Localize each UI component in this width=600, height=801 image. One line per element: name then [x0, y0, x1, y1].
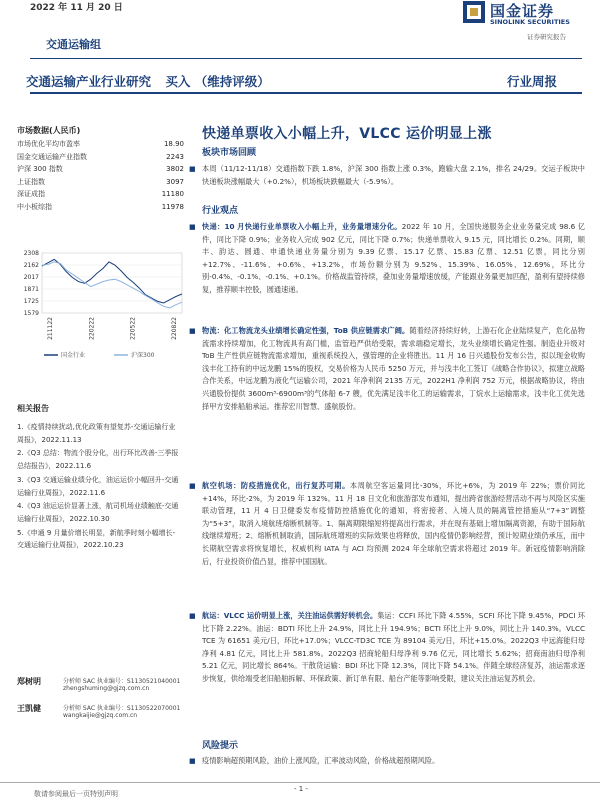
section-review-heading: 板块市场回顾 [202, 148, 257, 158]
bullet-icon: ■ [189, 165, 196, 173]
report-link[interactable]: 1.《疫情持续扰动,优化政策有望复苏-交通运输行业周报》，2022.11.13 [17, 423, 176, 444]
report-date: 2022 年 11 月 20 日 [30, 3, 123, 13]
legend-label: 国金行业 [61, 352, 86, 359]
analyst-cert: 分析师 SAC 执业编号：S1130521040001 [63, 678, 181, 685]
bullet-icon: ■ [189, 327, 196, 335]
logo-text-cn: 国金证券 [490, 2, 555, 20]
header-divider [30, 58, 582, 59]
page-number: - 1 - [294, 785, 308, 793]
market-data-table [17, 138, 184, 214]
related-reports-list [17, 421, 182, 553]
market-row: 深证成指 11180 [17, 190, 184, 199]
aviation-paragraph: ■ 航空机场：防疫措施优化，出行复苏可期。本周航空客运量同比-30%，环比+6%，为 2019 年 22%；票价同比+14%，环比-2%，为 2019 年 132%。11 月 18 日文化和旅游部发布通知，提出跨省旅游经营活动不再与风险区实施联动管理，11 月 4 日卫健委发布疫情防控措施优化的通知，将密接者、入境人员的隔离管控措施从“7+3”调整为“5+3”，取消入境航班熔断机制等。1、隔离期限缩短将提高出行需求，并在现有基础上增加隔离资源，有助于国际航线继续增班；2、熔断机制取消，国际航班增班的实际效果也将释放，国内疫情仍影响经营，预计短期业绩仍承压，而中长期航空需求将恢复增长，权威机构 IATA 与 ACI 均预测 2024 年全球航空需求将超过 2019 年。新冠疫情影响消除后，行业投资价值凸显，推荐中国国航。 [189, 481, 585, 566]
analyst-name: 郑树明 [17, 677, 41, 686]
title-divider [30, 92, 582, 94]
x-tick-label: 220222 [88, 317, 96, 340]
y-tick-label: 1579 [23, 310, 39, 317]
rating: 买入 （维持评级） [165, 74, 270, 89]
market-row: 国金交通运输产业指数 2243 [17, 152, 184, 161]
index-chart-svg [12, 245, 187, 385]
analyst-email[interactable]: zhengshuming@gjzq.com.cn [63, 685, 150, 692]
analyst-email[interactable]: wangkaijie@gjzq.com.cn [63, 712, 138, 719]
y-tick-label: 2017 [23, 273, 39, 281]
x-tick-label: 220522 [129, 317, 137, 340]
bullet-icon: ■ [189, 223, 196, 231]
group-name: 交通运输组 [46, 38, 101, 51]
y-tick-label: 1725 [23, 297, 39, 305]
report-title: 快递单票收入小幅上升，VLCC 运价明显上涨 [202, 126, 492, 142]
analyst-card [17, 676, 189, 706]
analyst-card [17, 703, 189, 733]
analyst-cert: 分析师 SAC 执业编号：S1130522070001 [63, 705, 181, 712]
market-data-title: 市场数据(人民币) [17, 126, 81, 135]
footer-disclaimer: 敬请参阅最后一页特别声明 [34, 790, 118, 798]
market-row: 中小板综指 11978 [17, 202, 184, 211]
analyst-name: 王凯健 [17, 704, 41, 713]
page-footer [0, 782, 600, 801]
market-row: 上证指数 3097 [17, 177, 184, 186]
y-tick-label: 2308 [23, 250, 39, 257]
logo-emblem-icon [462, 0, 486, 26]
review-paragraph: ■ 本周（11/12-11/18）交通指数下跌 1.8%，沪深 300 指数上涨 0.3%，跑输大盘 2.1%，排名 24/29。交运子板块中快递板块涨幅最大（+0.2%），机场板块跌幅最大（-5.9%）。 [189, 164, 585, 186]
related-reports-title: 相关报告 [17, 404, 49, 413]
y-tick-label: 2162 [23, 262, 39, 270]
logo-subtitle: 证券研究报告 [527, 33, 566, 41]
report-link[interactable]: 5.《申通 9 月量价增长明显，新航季时刻小幅增长-交通运输行业周报》，2022.10.23 [17, 528, 176, 550]
shipping-paragraph: ■ 航运：VLCC 运价明显上涨，关注油运供需好转机会。集运：CCFI 环比下降 4.55%，SCFI 环比下降 9.45%，PDCI 环比下降 2.22%。油运：BDTI 环比上升 24.9%，同比上升 194.9%；BCTI 环比上升 9.0%，同比上升 140.3%。VLCC TCE 为 61651 美元/日，环比+17.0%；VLCC-TD3C TCE 为 89104 美元/日，环比+15.0%。2022Q3 中远海能归母净利 4.81 亿元，同比上升 581.8%。2022Q3 招商轮船归母净利 9.76 亿元，同比增长 5.62%；招商南油归母净利 5.21 亿元，同比增长 864%。干散货运输：BDI 环比下降 12.3%，同比下降 54.1%。伴随全球经济复苏，油运需求逐步恢复，供给端受老旧船舶拆解、环保政策、新订单有限、船台产能等影响受限，建议关注油运复苏机会。 [189, 611, 585, 683]
report-link[interactable]: 2.《Q3 总结：物流个股分化，出行环比改善-三季报总结报告》，2022.11.6 [17, 449, 179, 471]
section-risk-heading: 风险提示 [202, 741, 239, 751]
company-logo [462, 0, 582, 30]
report-link[interactable]: 3.《Q3 交通运输业绩分化，油运运价小幅回升-交通运输行业周报》，2022.11.6 [17, 475, 179, 497]
market-row: 市场优化平均市盈率 18.90 [17, 140, 184, 148]
bullet-icon: ■ [189, 612, 196, 620]
logistics-paragraph: ■ 物流：化工物流龙头业绩增长确定性强，ToB 供应链需求广阔。随着经济持续好转，上游石化企业陆续复产，危化品物流需求持续增加，化工物流具有高门槛，监管趋严供给受限，需求端稳定增长，龙头业绩增长确定性强。制造业升级对 ToB 生产性供应链物流需求增加，重视系统投入，强管理的企业将胜出。11 月 16 日兴通股份发布公告，拟以现金收购浅丰化工持有的中远龙鹏 15%的股权，交易价格为人民币 5250 万元，并与浅丰化工签订《战略合作协议》，拟建立战略合作关系，中远龙鹏为液化气运输公司，2021 年净利润 2135 万元，2022H1 净利润 752 万元，根据战略协议，将由兴通股份提供 3600m³-6900m³的气体船 6-7 艘，优先满足浅丰化工的运输需求，丁烷水上运输需求，浅丰化工优先选择甲方安排船舶承运。推荐宏川智慧、盛航股份。 [189, 326, 585, 411]
index-chart [12, 245, 187, 385]
express-paragraph: ■ 快递：10 月快递行业单票收入小幅上升，业务量增速分化。2022 年 10 月，全国快递服务企业业务量完成 98.6 亿件，同比下降 0.9%；业务收入完成 902 亿元，同比下降 0.7%；快递单票收入 9.15 元，同比增长 0.2%。同期，顺丰、韵达、圆通、申通快递业务量分别为 9.39 亿票、15.17 亿票、15.83 亿票、12.51 亿票，同比分别+12.7%、-11.6%、+0.6%、+13.2%，市场份额分别为 9.52%、15.39%、16.05%、12.69%，环比分别-0.4%、-0.1%、-0.1%、+0.1%。价格战监管持续，叠加业务量增速放缓，产能跟业务量更加匹配，盈利有望持续修复，推荐顺丰控股，圆通速递。 [189, 222, 585, 294]
bullet-icon: ■ [189, 757, 196, 765]
section-views-heading: 行业观点 [202, 206, 239, 216]
x-tick-label: 211122 [47, 317, 54, 340]
report-type-line [26, 72, 270, 90]
x-tick-label: 220822 [171, 317, 178, 340]
plot-frame [42, 253, 182, 313]
market-row: 沪深 300 指数 3802 [17, 165, 184, 174]
report-type: 交通运输产业行业研究 [26, 74, 152, 89]
report-link[interactable]: 4.《Q3 油运运价显著上涨，航司机场业绩触底-交通运输行业周报》，2022.10.30 [17, 502, 179, 523]
doc-type: 行业周报 [507, 74, 558, 89]
bullet-icon: ■ [189, 482, 196, 490]
legend-label: 沪深300 [131, 352, 155, 359]
y-tick-label: 1871 [23, 285, 39, 293]
risk-paragraph: ■ 疫情影响超预期风险，油价上涨风险，汇率波动风险，价格战超预期风险。 [202, 755, 585, 768]
logo-text-en: SINOLINK SECURITIES [490, 18, 570, 26]
